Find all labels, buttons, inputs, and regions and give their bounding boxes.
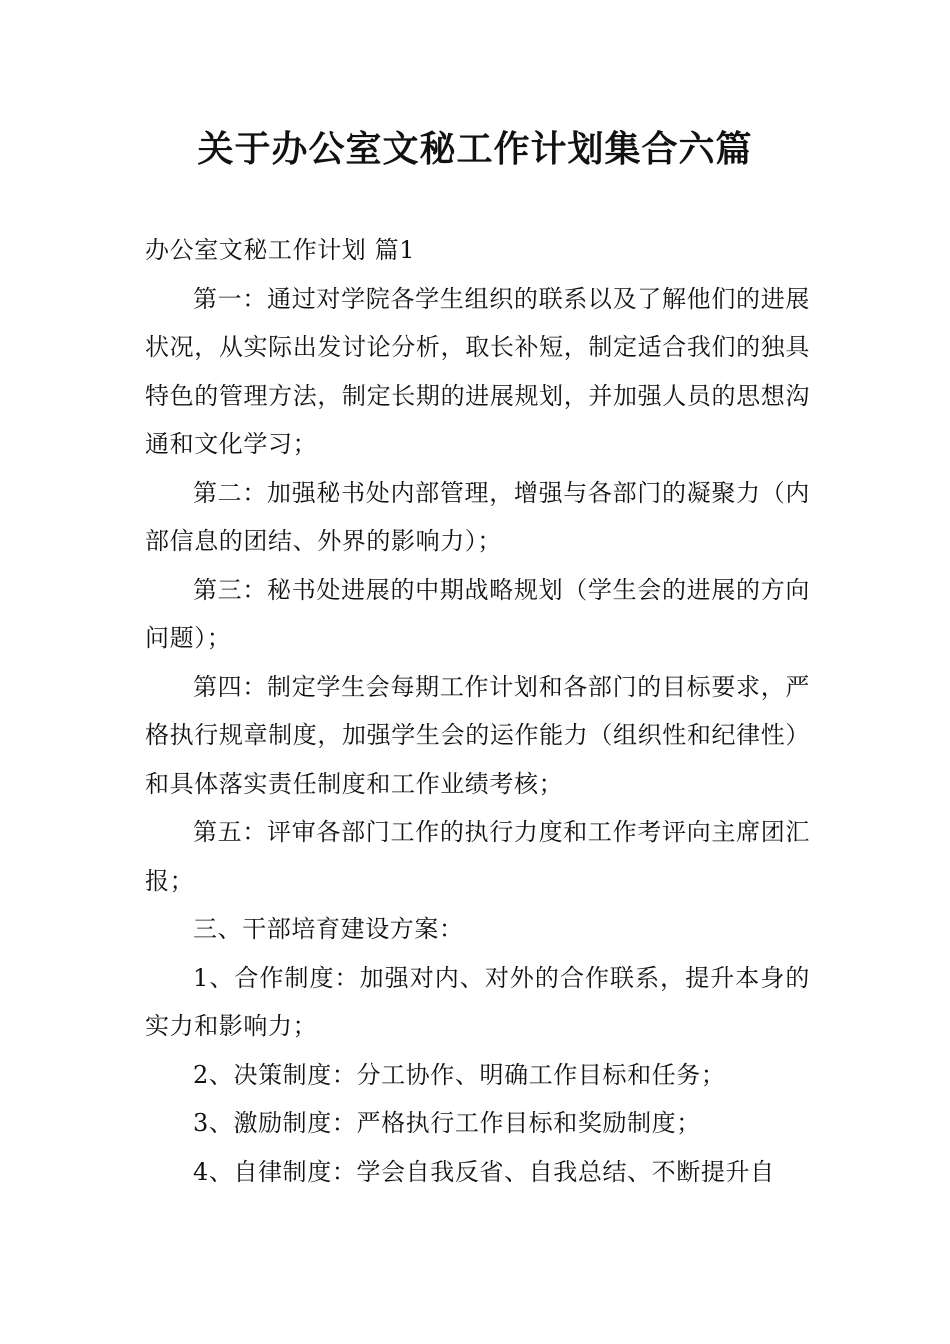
- document-title: 关于办公室文秘工作计划集合六篇: [197, 129, 753, 170]
- paragraph-4: 第四：制定学生会每期工作计划和各部门的目标要求，严格执行规章制度，加强学生会的运作能力（组织性和纪律性）和具体落实责任制度和工作业绩考核；: [145, 672, 810, 798]
- paragraph-9: 3、激励制度：严格执行工作目标和奖励制度；: [193, 1109, 701, 1137]
- paragraph-8: 2、决策制度：分工协作、明确工作目标和任务；: [193, 1060, 726, 1089]
- paragraph-6: 三、干部培育建设方案：: [193, 915, 464, 943]
- paragraph-7: 1、合作制度：加强对内、对外的合作联系，提升本身的实力和影响力；: [145, 963, 810, 1040]
- document-body: [145, 226, 810, 1196]
- paragraph-3: 第三：秘书处进展的中期战略规划（学生会的进展的方向问题）；: [145, 575, 810, 652]
- paragraph-2: 第二：加强秘书处内部管理，增强与各部门的凝聚力（内部信息的团结、外界的影响力）；: [145, 478, 810, 555]
- section-heading: 办公室文秘工作计划 篇1: [145, 236, 416, 264]
- paragraph-5: 第五：评审各部门工作的执行力度和工作考评向主席团汇报；: [145, 818, 810, 895]
- paragraph-10: 4、自律制度：学会自我反省、自我总结、不断提升自: [193, 1157, 775, 1186]
- paragraph-1: 第一：通过对学院各学生组织的联系以及了解他们的进展状况，从实际出发讨论分析，取长补短，制定适合我们的独具特色的管理方法，制定长期的进展规划，并加强人员的思想沟通和文化学习；: [145, 284, 810, 458]
